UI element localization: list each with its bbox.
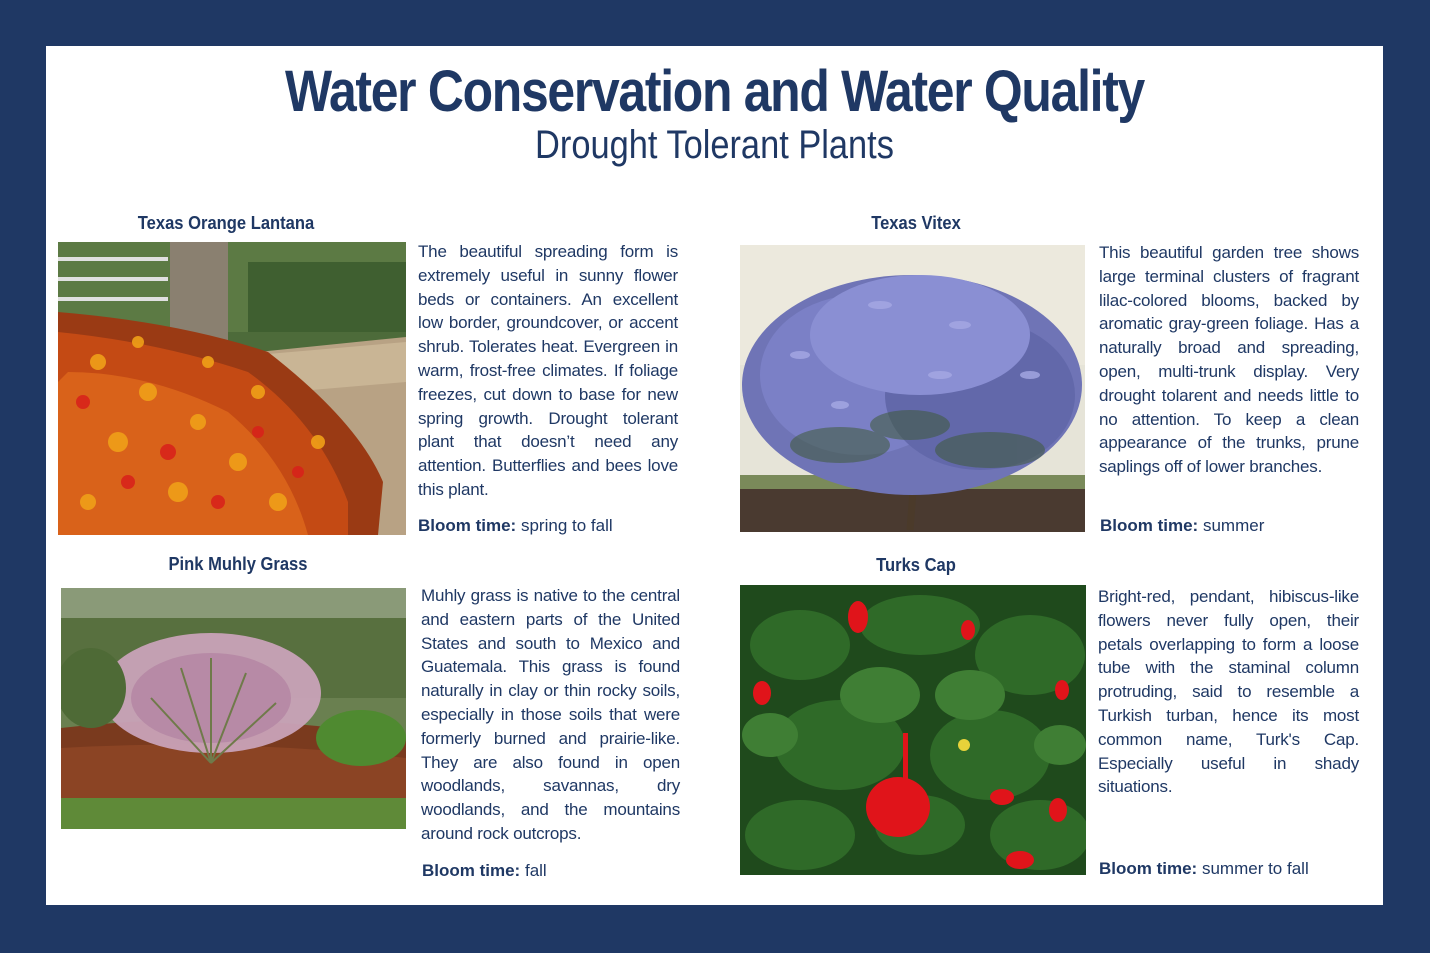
muhly-photo (61, 588, 406, 829)
turks-cap-description: Bright-red, pendant, hibiscus-like flowers never fully open, their petals overlapping to form a loose tube with the staminal column protruding, said to resemble a Turkish turban, hence its most common name, Turk's Cap. Especially useful in shady situations. (1098, 587, 1359, 797)
vitex-bloom (1100, 515, 1264, 537)
vitex-description: This beautiful garden tree shows large terminal clusters of fragrant lilac-colored blooms, backed by aromatic gray-green foliage. Has a naturally broad and spreading, open, multi-trunk display. Very drought tolarent and needs little to no attention. To keep a clean appearance of the trunks, prune saplings off of lower branches. (1099, 243, 1359, 477)
bloom-label: Bloom time: (1099, 859, 1198, 878)
lantana-photo (58, 242, 406, 535)
plant-name-turks-cap: Turks Cap (876, 555, 956, 575)
plant-name-muhly: Pink Muhly Grass (168, 554, 308, 574)
lantana-bloom (418, 515, 613, 537)
bloom-value: summer (1202, 516, 1265, 535)
page-title: Water Conservation and Water Quality (285, 59, 1144, 124)
bloom-value: fall (524, 861, 547, 880)
turks-cap-photo (740, 585, 1086, 875)
plant-name-lantana: Texas Orange Lantana (137, 213, 315, 233)
plant-name-vitex: Texas Vitex (871, 213, 961, 233)
lantana-description: The beautiful spreading form is extremely useful in sunny flower beds or containers. An excellent low border, groundcover, or accent shrub. Tolerates heat. Evergreen in warm, frost-free climates. If foliage freezes, cut down to base for new spring growth. Drought tolerant plant that doesn’t need any attention. Butterflies and bees love this plant. (418, 242, 678, 499)
muhly-bloom (422, 860, 547, 882)
turks-cap-bloom (1099, 858, 1309, 880)
bloom-label: Bloom time: (418, 516, 517, 535)
bloom-label: Bloom time: (1100, 516, 1199, 535)
bloom-value: spring to fall (520, 516, 613, 535)
bloom-value: summer to fall (1201, 859, 1309, 878)
page-subtitle: Drought Tolerant Plants (535, 123, 894, 167)
bloom-label: Bloom time: (422, 861, 521, 880)
muhly-description: Muhly grass is native to the central and eastern parts of the United States and south to Mexico and Guatemala. This grass is found naturally in clay or thin rocky soils, especially in those soils that were formerly burned and prairie-like. They are also found in open woodlands, savannas, dry woodlands, and the mountains around rock outcrops. (421, 586, 680, 843)
vitex-photo (740, 245, 1085, 532)
sign-panel (46, 46, 1383, 905)
